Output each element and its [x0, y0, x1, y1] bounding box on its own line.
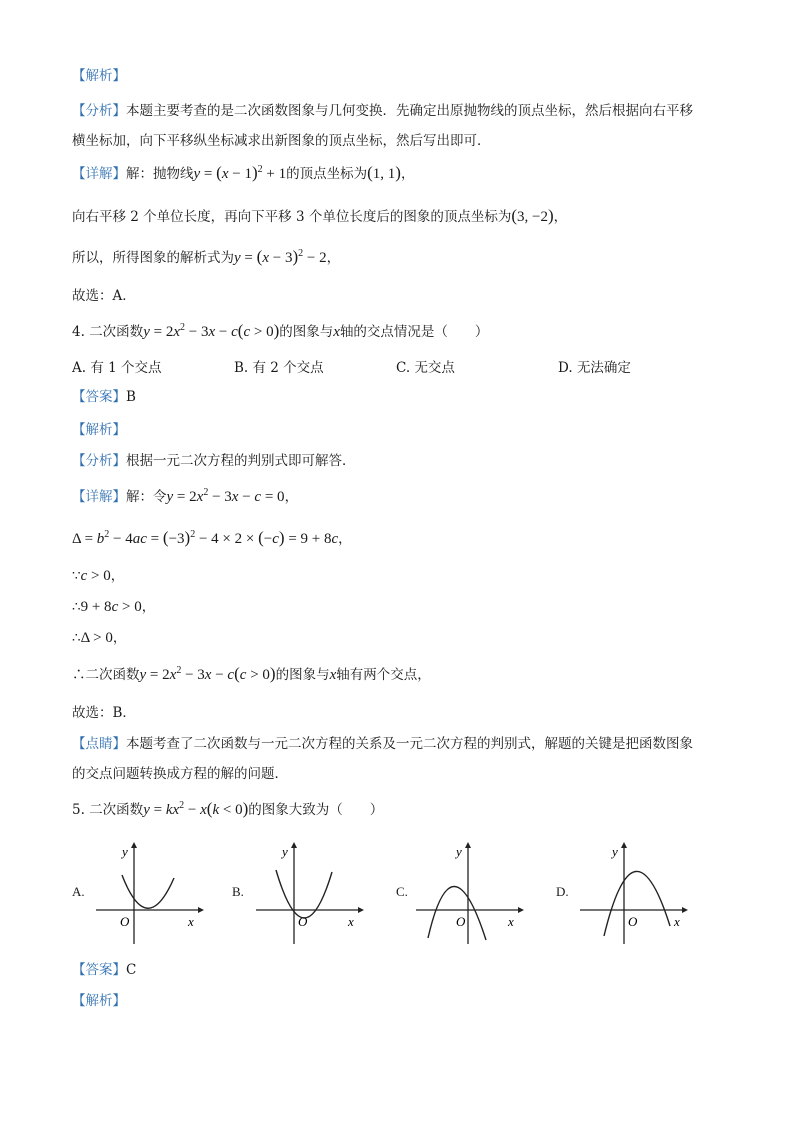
- q3-choice: 故选：A．: [72, 288, 136, 304]
- graph-c-x-label: x: [508, 914, 514, 929]
- q4-note-line2: 的交点问题转换成方程的解的问题．: [72, 766, 288, 782]
- q3-analysis-line1: 【分析】本题主要考查的是二次函数图象与几何变换．先确定出原抛物线的顶点坐标，然后根据向右平移: [72, 103, 693, 119]
- graph-b-curve: [276, 870, 332, 918]
- section-tag-analysis: 【解析】: [72, 68, 126, 84]
- graph-c-x-arrow: [518, 907, 524, 913]
- q4-answer: 【答案】B: [72, 389, 136, 405]
- q4-tag-analysis: 【解析】: [72, 422, 126, 438]
- graph-c-origin: O: [456, 914, 466, 929]
- graph-d-y-arrow: [621, 842, 627, 848]
- q4-conclusion: ∴二次函数$y = 2x^2 - 3x - c(c > 0)$的图象与x轴有两个交点，: [72, 664, 431, 683]
- q4-discriminant: $\Delta = b^2 - 4ac = (-3)^2 - 4 \times 2 \times (-c) = 9 + 8c$，: [72, 528, 352, 547]
- q3-new-vertex: (3, −2): [511, 206, 554, 225]
- graph-a-origin: O: [120, 914, 130, 929]
- q3-detail-line: 【详解】解：抛物线$y = (x - 1)^2 + 1$的顶点坐标为(1, 1)，: [72, 163, 415, 182]
- graph-b-y-label: y: [282, 844, 288, 859]
- graph-a-y-label: y: [122, 844, 128, 859]
- graph-b-label: B.: [232, 884, 244, 899]
- q4-note-line1: 【点睛】本题考查了二次函数与一元二次方程的关系及一元二次方程的判别式，解题的关键是把函数图象: [72, 736, 693, 752]
- q3-analysis-line2: 横坐标加，向下平移纵坐标减求出新图象的顶点坐标，然后写出即可．: [72, 133, 491, 149]
- q4-therefore-2: ∴Δ > 0，: [72, 630, 127, 646]
- graph-c: [412, 840, 532, 950]
- graph-a-y-arrow: [131, 842, 137, 848]
- graph-b-origin: O: [298, 914, 308, 929]
- graph-d-label: D.: [556, 884, 569, 899]
- graph-d-x-label: x: [674, 914, 680, 929]
- q3-result-line: 所以，所得图象的解析式为$y = (x - 3)^2 - 2$，: [72, 247, 341, 266]
- q5-stem: 5. 二次函数$y = kx^2 - x(k < 0)$的图象大致为（ ）: [72, 799, 384, 818]
- q5-tag-analysis: 【解析】: [72, 993, 126, 1009]
- q4-choice: 故选：B．: [72, 705, 136, 721]
- q5-answer: 【答案】C: [72, 962, 137, 978]
- q3-shift-line: 向右平移 2 个单位长度，再向下平移 3 个单位长度后的图象的顶点坐标为(3, −2)，: [72, 206, 568, 225]
- graph-b-y-arrow: [291, 842, 297, 848]
- q5-function: $y = kx^2 - x(k < 0)$: [143, 799, 249, 818]
- q4-therefore-1: ∴9 + 8c > 0，: [72, 599, 156, 615]
- graph-d-y-label: y: [612, 844, 618, 859]
- graph-d-origin: O: [628, 914, 638, 929]
- graph-a-label: A.: [72, 884, 85, 899]
- q3-original-parabola: $y = (x - 1)^2 + 1$: [193, 163, 287, 182]
- graph-a-curve: [122, 875, 174, 908]
- graph-a-x-arrow: [198, 907, 204, 913]
- graph-c-y-arrow: [465, 842, 471, 848]
- graph-a-x-label: x: [188, 914, 194, 929]
- graph-b: [252, 840, 372, 950]
- q4-equation: $y = 2x^2 - 3x - c = 0$: [166, 487, 285, 505]
- q4-function: $y = 2x^2 - 3x - c(c > 0)$: [143, 321, 280, 340]
- graph-d: [576, 840, 696, 950]
- q4-since: ∵c > 0，: [72, 568, 125, 584]
- graph-a: [92, 840, 212, 950]
- q4-analysis: 【分析】根据一元二次方程的判别式即可解答．: [72, 453, 356, 469]
- q4-option-d: D. 无法确定: [558, 360, 631, 376]
- q3-new-parabola: $y = (x - 3)^2 - 2$: [234, 247, 327, 266]
- q4-option-b: B. 有 2 个交点: [234, 360, 324, 376]
- q4-detail-line: 【详解】解：令$y = 2x^2 - 3x - c = 0$，: [72, 487, 299, 505]
- graph-d-x-arrow: [682, 907, 688, 913]
- q4-option-a: A. 有 1 个交点: [72, 360, 162, 376]
- q3-original-vertex: (1, 1): [367, 163, 401, 182]
- graph-c-label: C.: [396, 884, 408, 899]
- graph-b-x-label: x: [348, 914, 354, 929]
- graph-c-y-label: y: [456, 844, 462, 859]
- graph-b-x-arrow: [358, 907, 364, 913]
- q4-option-c: C. 无交点: [396, 360, 455, 376]
- q4-stem: 4. 二次函数$y = 2x^2 - 3x - c(c > 0)$的图象与x轴的交点情况是（ ）: [72, 321, 489, 340]
